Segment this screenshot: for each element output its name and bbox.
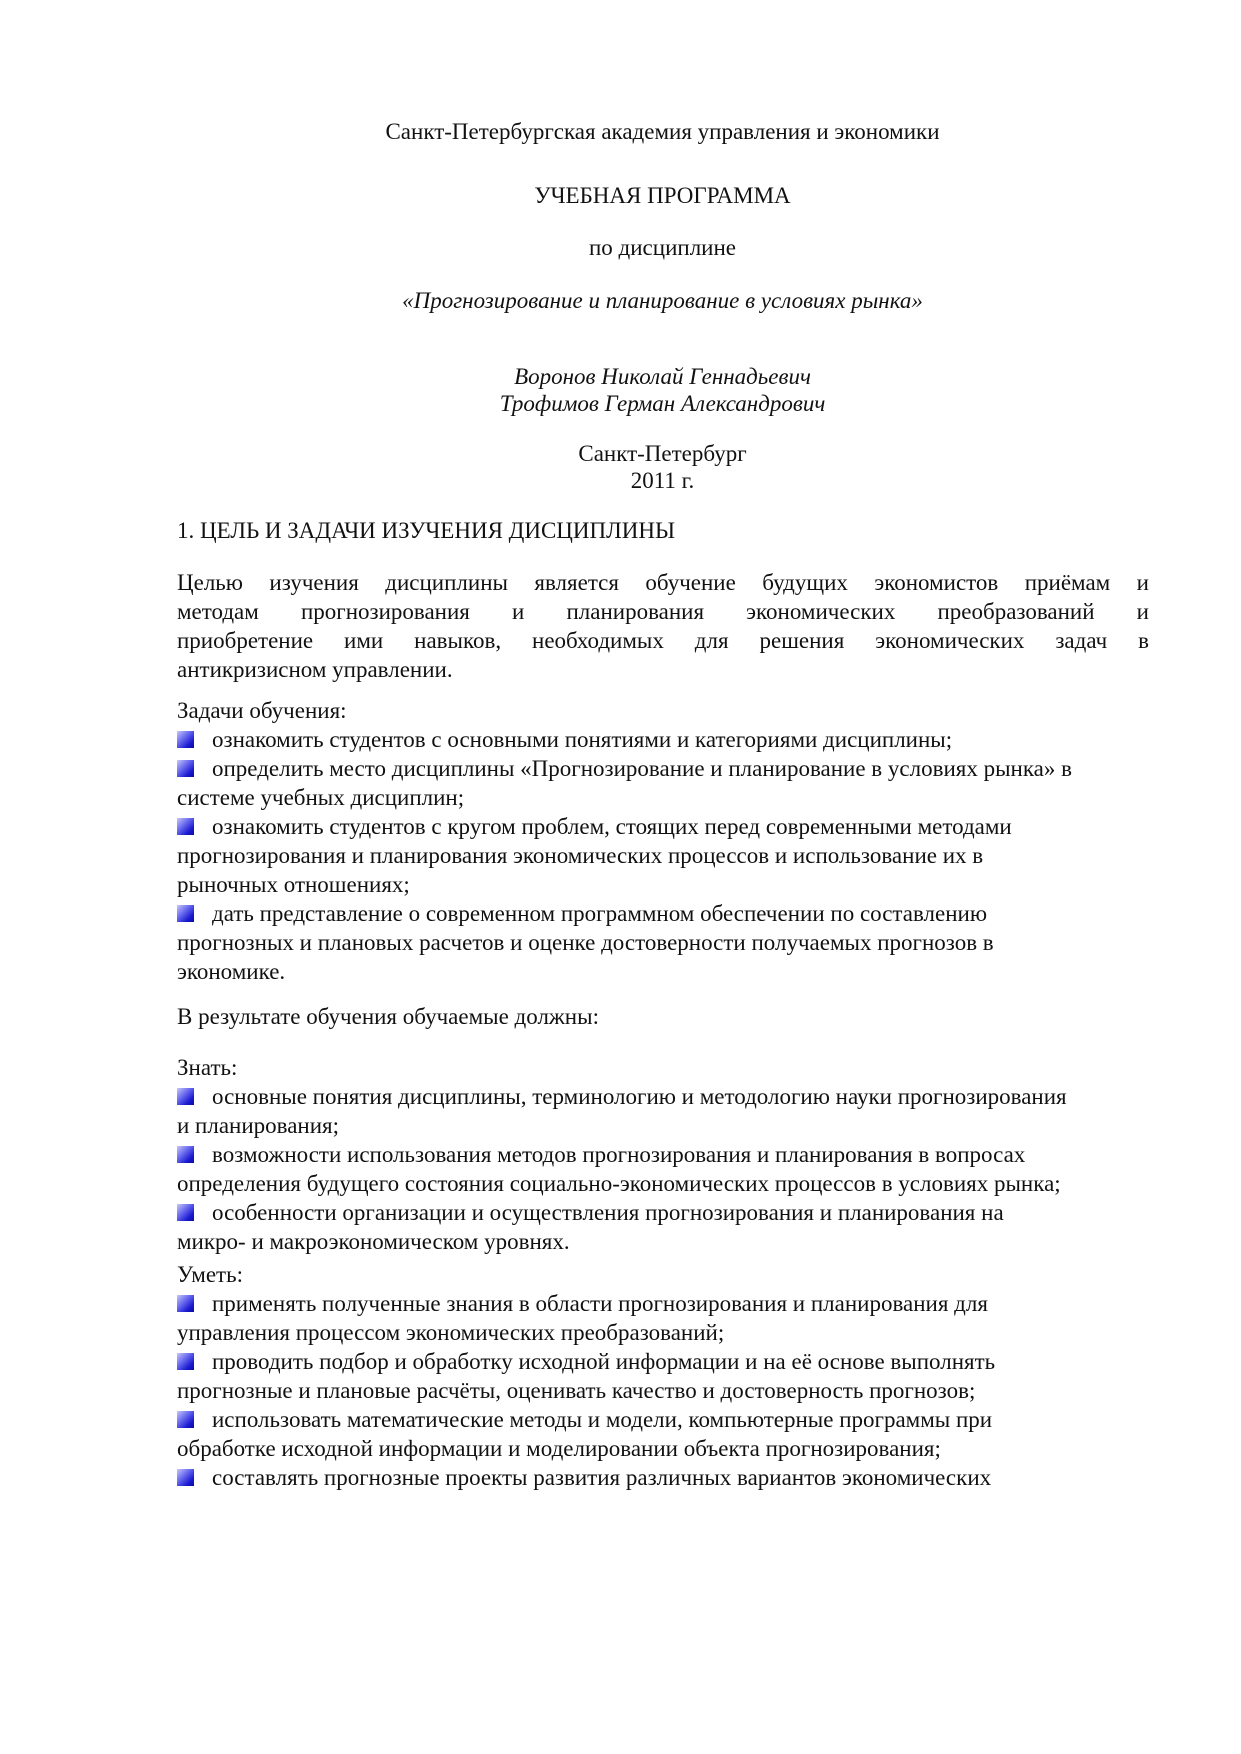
goal-line: антикризисном управлении. [177,657,453,682]
square-bullet-icon [177,1146,194,1163]
document-type: УЧЕБНАЯ ПРОГРАММА [534,183,791,208]
year: 2011 г. [630,468,695,493]
square-bullet-icon [177,760,194,777]
discipline-title: «Прогнозирование и планирование в условиях рынка» [402,288,923,313]
square-bullet-icon [177,1469,194,1486]
author-2: Трофимов Герман Александрович [499,391,826,416]
can-label: Уметь: [177,1262,243,1287]
list-item: особенности организации и осуществления прогнозирования и планирования на микро- и макроэкономическом уровнях. [177,1200,1004,1254]
section-heading: 1. ЦЕЛЬ И ЗАДАЧИ ИЗУЧЕНИЯ ДИСЦИПЛИНЫ [177,518,676,543]
goal-paragraph [177,568,1149,684]
by-discipline: по дисциплине [588,235,736,260]
goal-line: Целью изучения дисциплины является обучение будущих экономистов приёмам и [177,570,1149,595]
square-bullet-icon [177,905,194,922]
list-item: определить место дисциплины «Прогнозирование и планирование в условиях рынка» в системе учебных дисциплин; [177,756,1072,810]
square-bullet-icon [177,818,194,835]
square-bullet-icon [177,731,194,748]
square-bullet-icon [177,1088,194,1105]
know-list [177,1053,1149,1256]
square-bullet-icon [177,1353,194,1370]
square-bullet-icon [177,1295,194,1312]
list-item: составлять прогнозные проекты развития различных вариантов экономических [177,1463,1149,1492]
list-item: возможности использования методов прогнозирования и планирования в вопросах определения будущего состояния социально-экономических процессов в условиях рынка; [177,1142,1061,1196]
goal-line: приобретение ими навыков, необходимых для решения экономических задач в [177,628,1149,653]
goal-line: методам прогнозирования и планирования экономических преобразований и [177,599,1149,624]
list-item: проводить подбор и обработку исходной информации и на её основе выполнять прогнозные и плановые расчёты, оценивать качество и достоверность прогнозов; [177,1349,996,1403]
know-label: Знать: [177,1055,238,1080]
result-label: В результате обучения обучаемые должны: [177,1004,599,1029]
author-1: Воронов Николай Геннадьевич [514,364,811,389]
tasks-label: Задачи обучения: [177,698,347,723]
list-item: основные понятия дисциплины, терминологию и методологию науки прогнозирования и планирования; [177,1084,1067,1138]
list-item: ознакомить студентов с основными понятиями и категориями дисциплины; [177,725,1149,754]
academy-name: Санкт-Петербургская академия управления и экономики [385,119,940,144]
can-list [177,1260,1149,1492]
square-bullet-icon [177,1411,194,1428]
list-item: использовать математические методы и модели, компьютерные программы при обработке исходной информации и моделировании объекта прогнозирования; [177,1407,993,1461]
city: Санкт-Петербург [578,441,747,466]
tasks-list [177,696,1149,986]
list-item: применять полученные знания в области прогнозирования и планирования для управления процессом экономических преобразований; [177,1291,988,1345]
list-item: ознакомить студентов с кругом проблем, стоящих перед современными методами прогнозирования и планирования экономических процессов и использование их в рыночных отношениях; [177,814,1012,897]
square-bullet-icon [177,1204,194,1221]
list-item: дать представление о современном программном обеспечении по составлению прогнозных и плановых расчетов и оценке достоверности получаемых прогнозов в экономике. [177,901,994,984]
